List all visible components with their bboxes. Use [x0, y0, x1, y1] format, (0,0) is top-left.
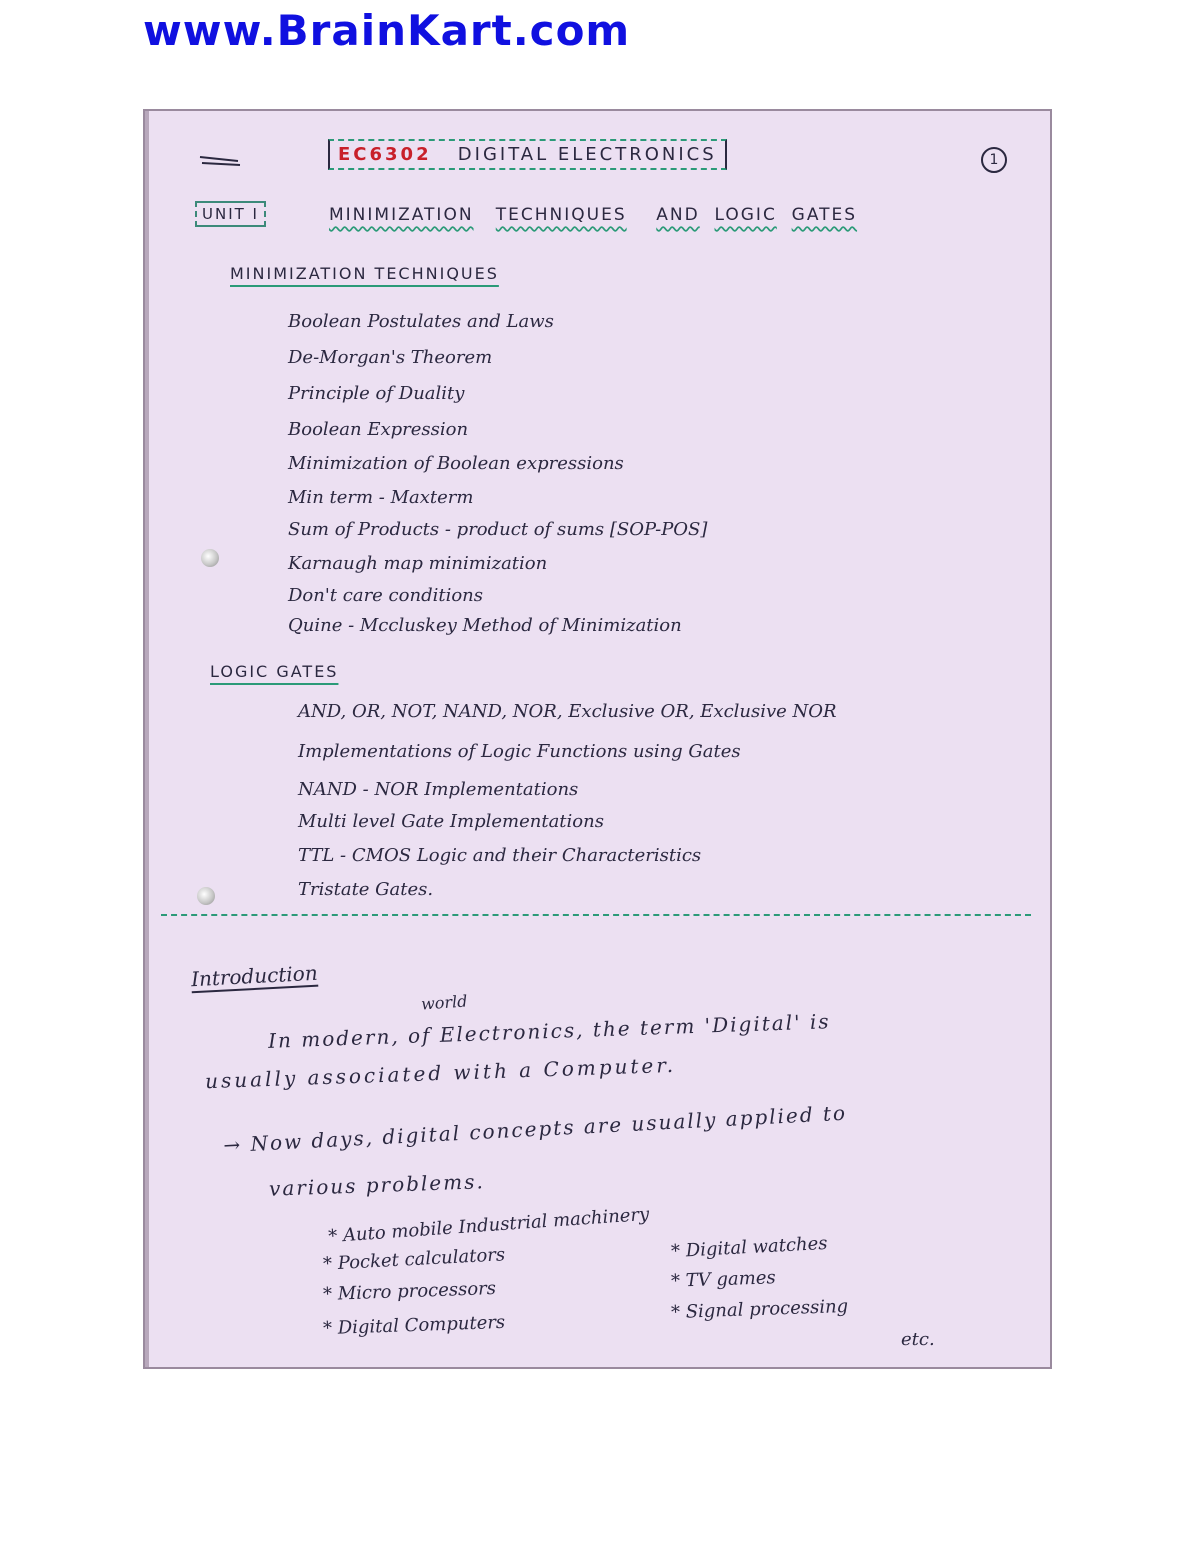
unit-title-word: MINIMIZATION	[329, 205, 474, 225]
topic-item: Boolean Expression	[288, 419, 469, 440]
topic-item: Min term - Maxterm	[288, 487, 474, 508]
topic-item: Karnaugh map minimization	[288, 553, 548, 574]
pin-mark-icon	[198, 149, 248, 169]
topic-item: Sum of Products - product of sums [SOP-POS]	[288, 519, 708, 540]
intro-heading: Introduction	[190, 960, 319, 992]
scanned-notes-page	[143, 109, 1052, 1369]
topic-item: Tristate Gates.	[298, 879, 434, 900]
page-number: 1	[981, 147, 1007, 173]
topic-item: Quine - Mccluskey Method of Minimization	[288, 615, 682, 636]
punch-hole	[201, 549, 219, 567]
section-divider	[161, 914, 1031, 916]
topic-item: Boolean Postulates and Laws	[288, 311, 554, 332]
unit-title-word: AND	[656, 205, 700, 225]
section-heading-minimization: MINIMIZATION TECHNIQUES	[230, 264, 499, 283]
unit-title	[329, 205, 857, 225]
intro-insert: world	[420, 991, 468, 1014]
intro-line: In modern, of Electronics, the term 'Digital' is	[267, 1009, 831, 1053]
application-item: * Digital Computers	[322, 1311, 506, 1340]
topic-item: Implementations of Logic Functions using Gates	[298, 741, 741, 762]
topic-item: Multi level Gate Implementations	[298, 811, 604, 832]
unit-title-word: TECHNIQUES	[495, 205, 627, 225]
course-title: DIGITAL ELECTRONICS	[457, 144, 717, 165]
intro-line: → Now days, digital concepts are usually applied to	[222, 1100, 848, 1158]
topic-item: Principle of Duality	[288, 383, 465, 404]
topic-item: TTL - CMOS Logic and their Characteristics	[298, 845, 702, 866]
application-item: * TV games	[670, 1267, 777, 1292]
topic-item: De-Morgan's Theorem	[288, 347, 493, 368]
unit-label: UNIT I	[195, 201, 266, 227]
unit-title-word: GATES	[791, 205, 858, 225]
application-item: * Pocket calculators	[322, 1244, 506, 1275]
topic-item: Minimization of Boolean expressions	[288, 453, 624, 474]
topic-item: Don't care conditions	[288, 585, 484, 606]
intro-line: various problems.	[268, 1169, 486, 1201]
page-title	[328, 139, 727, 170]
etc-note: etc.	[901, 1329, 935, 1350]
course-code: EC6302	[338, 144, 432, 165]
topic-item: AND, OR, NOT, NAND, NOR, Exclusive OR, Exclusive NOR	[298, 701, 837, 722]
application-item: * Micro processors	[322, 1277, 497, 1306]
section-heading-logic-gates: LOGIC GATES	[210, 662, 339, 681]
application-item: * Digital watches	[670, 1232, 829, 1263]
unit-title-word: LOGIC	[714, 205, 777, 225]
site-header[interactable]: www.BrainKart.com	[143, 6, 631, 55]
topic-item: NAND - NOR Implementations	[298, 779, 579, 800]
punch-hole	[197, 887, 215, 905]
application-item: * Signal processing	[670, 1295, 849, 1324]
intro-line: usually associated with a Computer.	[204, 1052, 677, 1094]
application-item: * Auto mobile Industrial machinery	[327, 1203, 650, 1248]
